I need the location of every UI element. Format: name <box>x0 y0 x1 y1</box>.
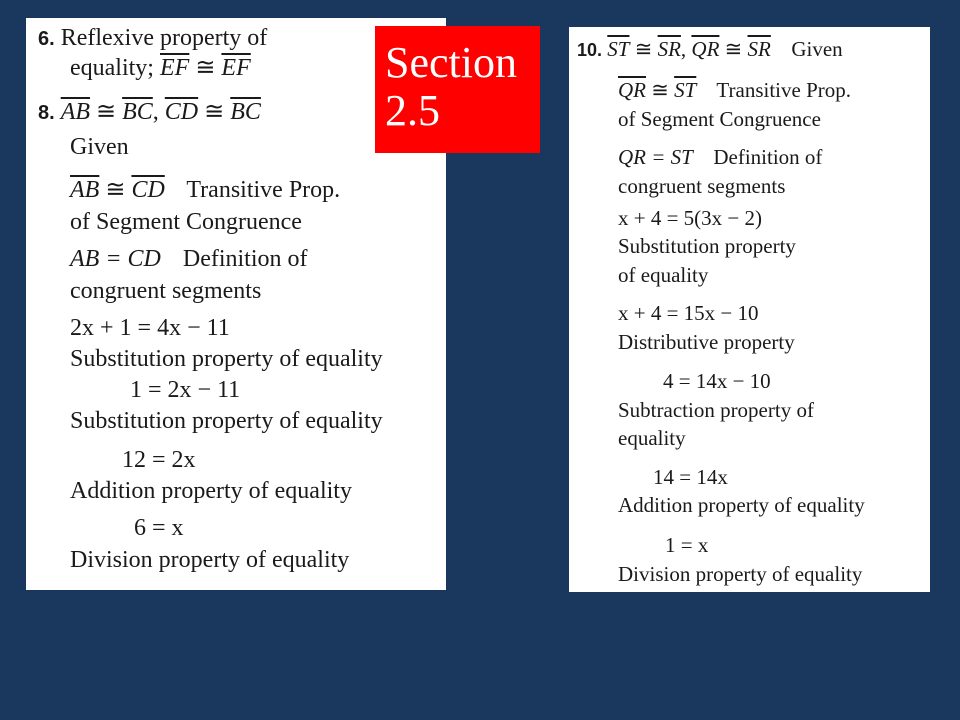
problem-10-reason-2: Transitive Prop. <box>716 78 851 102</box>
comma: , <box>680 37 687 61</box>
congruent-symbol: ≅ <box>105 177 126 203</box>
problem-6-reason: Reflexive property of <box>60 25 268 51</box>
problem-10-reason-3-cont: congruent segments <box>618 174 786 198</box>
problem-8-statement-5: 1 = 2x − 11 <box>130 377 241 403</box>
equation: AB = CD <box>70 246 161 272</box>
problem-8-statement-4: 2x + 1 = 4x − 11 <box>70 315 230 341</box>
segment-bc: $\overline{BC}$ <box>230 99 261 125</box>
problem-10-statement-1 <box>577 39 843 60</box>
problem-10-reason-6: Subtraction property of <box>618 398 814 422</box>
problem-8-reason-3: Definition of <box>182 246 308 272</box>
segment-ab: $\overline{AB}$ <box>60 99 91 125</box>
congruent-symbol: ≅ <box>724 37 743 61</box>
congruent-symbol: ≅ <box>204 99 225 125</box>
segment-cd: $\overline{CD}$ <box>164 99 199 125</box>
segment-ef: $\overline{EF}$ <box>159 55 190 81</box>
problem-10-reason-4-cont: of equality <box>618 263 709 287</box>
problem-10-statement-6: 4 = 14x − 10 <box>663 369 771 393</box>
problem-8-number: 8. <box>38 102 55 124</box>
problem-8-statement-7: 6 = x <box>134 515 184 541</box>
problem-6-text: equality; <box>70 55 154 81</box>
problem-10-reason-5: Distributive property <box>618 330 795 354</box>
congruent-symbol: ≅ <box>195 55 216 81</box>
problem-10-statement-7: 14 = 14x <box>653 465 728 489</box>
problem-10-reason-2-cont: of Segment Congruence <box>618 107 821 131</box>
problem-8-reason-2-cont: of Segment Congruence <box>70 209 302 235</box>
segment-cd: $\overline{CD}$ <box>131 177 165 203</box>
problem-10-reason-6-cont: equality <box>618 426 686 450</box>
segment-ef: $\overline{EF}$ <box>221 55 251 81</box>
problem-10-statement-8: 1 = x <box>665 533 709 557</box>
problem-10-reason-1: Given <box>791 37 843 61</box>
problem-8-reason-1: Given <box>70 134 129 160</box>
problem-8-reason-3-cont: congruent segments <box>70 278 262 304</box>
problem-8-statement-3 <box>70 247 308 271</box>
congruent-symbol: ≅ <box>651 78 669 102</box>
problem-10-statement-4: x + 4 = 5(3x − 2) <box>618 206 763 230</box>
section-label-word: Section <box>385 38 517 87</box>
segment-qr: $\overline{QR}$ <box>691 37 720 61</box>
congruent-symbol: ≅ <box>634 37 653 61</box>
segment-st: $\overline{ST}$ <box>607 37 630 61</box>
problem-8-statement-2 <box>70 178 340 202</box>
problem-8-reason-6: Addition property of equality <box>70 478 352 504</box>
segment-sr: $\overline{SR}$ <box>747 37 771 61</box>
problem-8-reason-4: Substitution property of equality <box>70 346 383 372</box>
problem-8-reason-7: Division property of equality <box>70 547 350 573</box>
problem-10-statement-3 <box>618 147 822 168</box>
comma: , <box>152 99 159 125</box>
congruent-symbol: ≅ <box>96 99 117 125</box>
problem-10-reason-4: Substitution property <box>618 234 796 258</box>
problem-6-line-1 <box>38 26 267 50</box>
segment-sr: $\overline{SR}$ <box>657 37 681 61</box>
problem-10-number: 10. <box>577 40 603 60</box>
right-proof-panel <box>569 27 930 592</box>
segment-qr: $\overline{QR}$ <box>618 78 646 102</box>
problem-10-reason-8: Division property of equality <box>618 562 863 586</box>
problem-8-reason-2: Transitive Prop. <box>186 177 341 203</box>
segment-bc: $\overline{BC}$ <box>122 99 153 125</box>
section-label-number: 2.5 <box>385 86 440 135</box>
problem-6-number: 6. <box>38 28 55 50</box>
problem-10-reason-7: Addition property of equality <box>618 493 865 517</box>
problem-8-reason-5: Substitution property of equality <box>70 408 383 434</box>
problem-10-statement-2 <box>618 80 851 101</box>
segment-ab: $\overline{AB}$ <box>70 177 100 203</box>
equation: QR = ST <box>618 145 693 169</box>
problem-8-statement-6: 12 = 2x <box>122 447 196 473</box>
problem-10-reason-3: Definition of <box>713 145 823 169</box>
problem-8-statement-1 <box>38 100 261 124</box>
problem-10-statement-5: x + 4 = 15x − 10 <box>618 301 759 325</box>
problem-6-line-2 <box>70 56 251 80</box>
section-label <box>375 26 540 153</box>
segment-st: $\overline{ST}$ <box>674 78 697 102</box>
